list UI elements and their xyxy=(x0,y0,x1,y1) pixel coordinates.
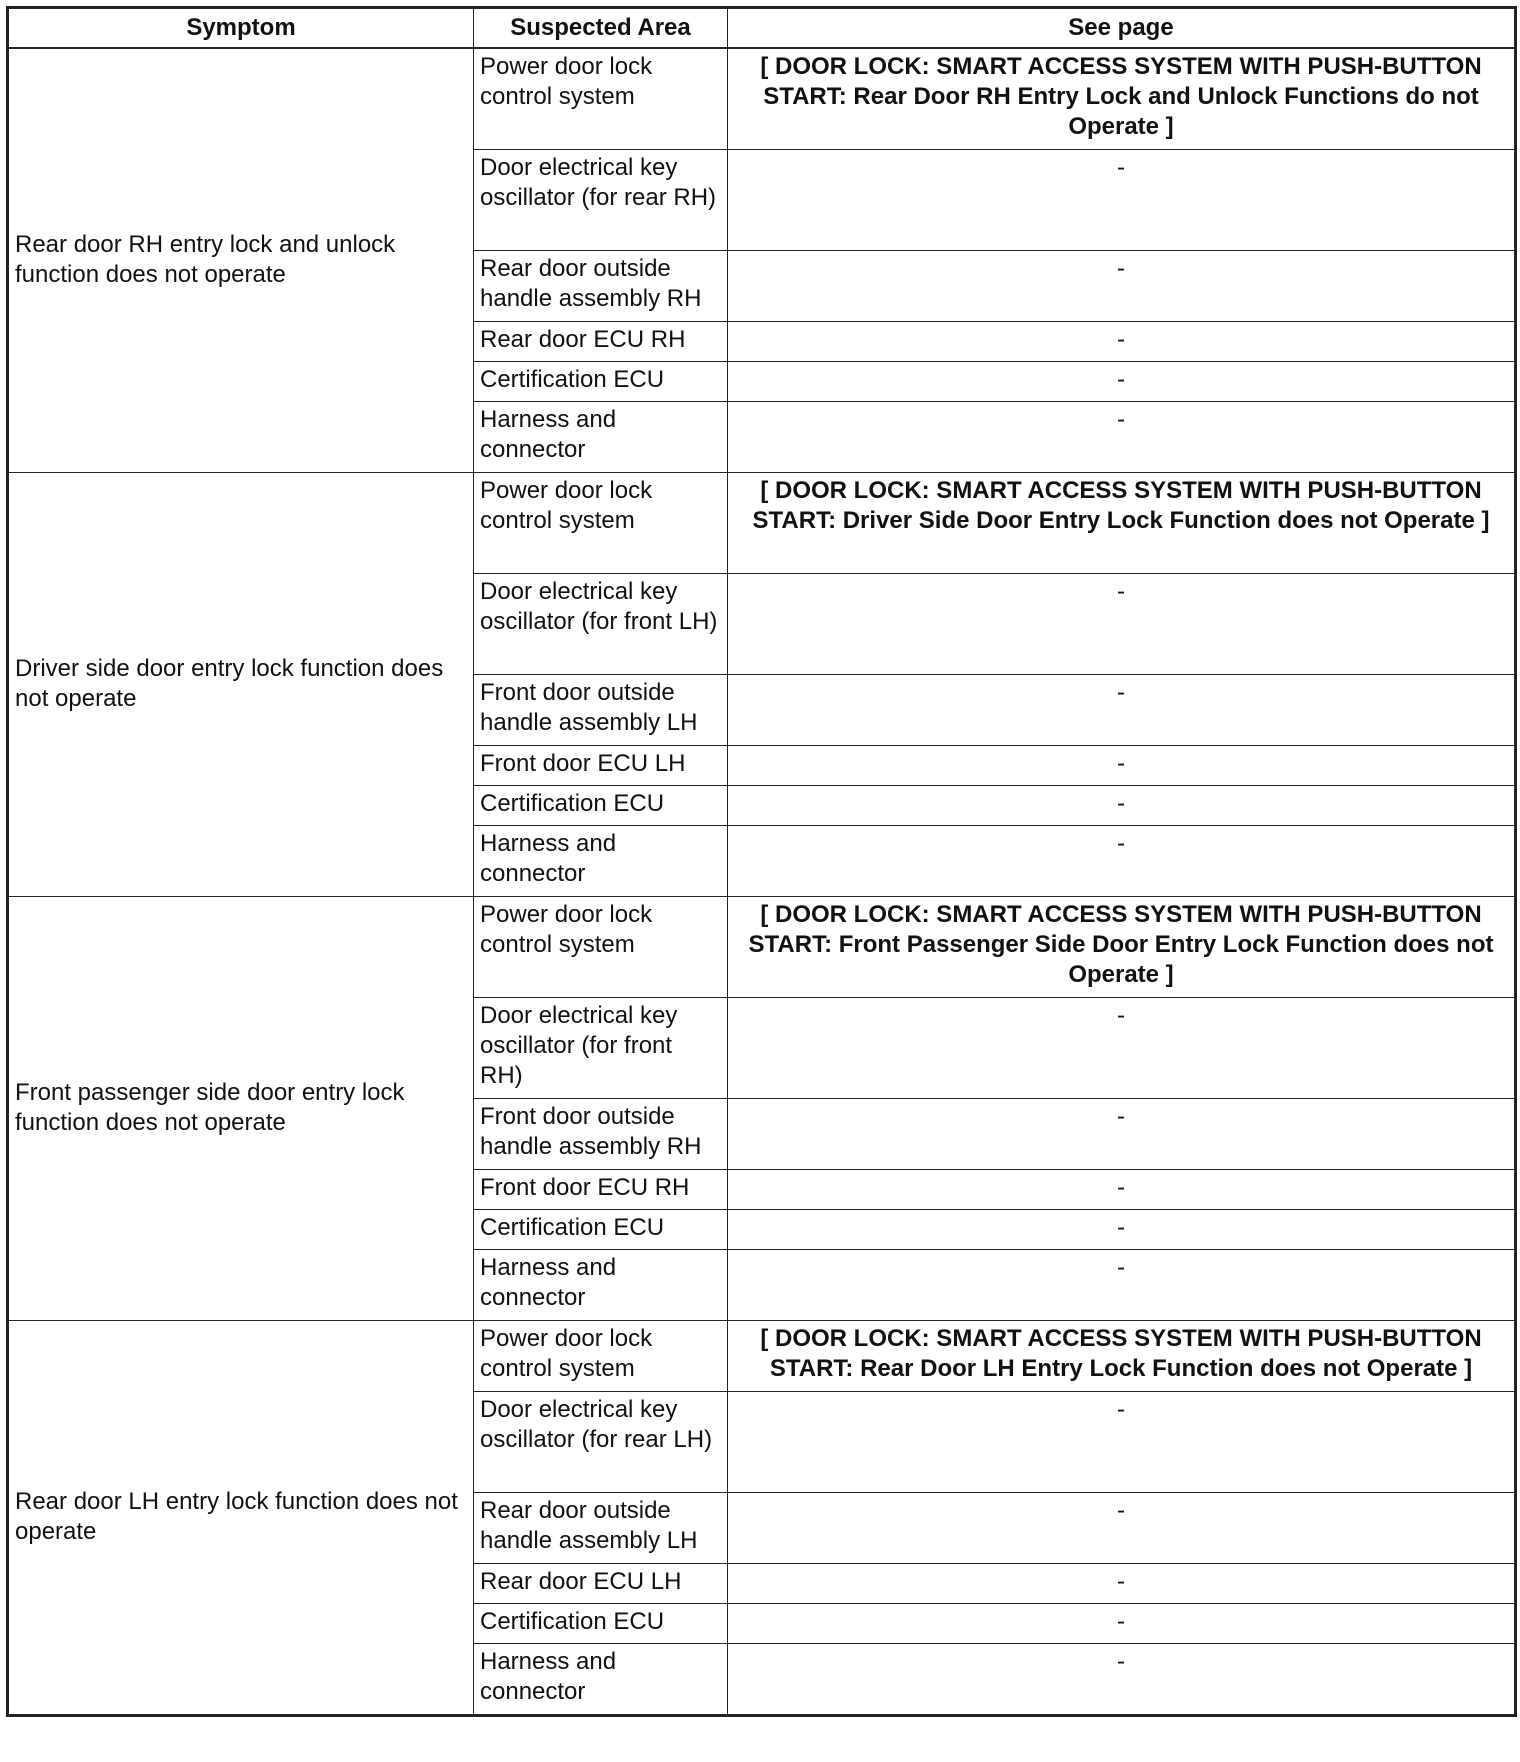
suspected-area-column-header: Suspected Area xyxy=(474,8,728,49)
symptom-cell: Driver side door entry lock function does not operate xyxy=(8,473,474,897)
symptom-cell: Rear door LH entry lock function does not operate xyxy=(8,1321,474,1716)
see-page-cell: - xyxy=(728,998,1516,1099)
suspected-area-cell: Rear door ECU RH xyxy=(474,322,728,362)
suspected-area-cell: Certification ECU xyxy=(474,786,728,826)
suspected-area-cell: Front door outside handle assembly LH xyxy=(474,675,728,746)
suspected-area-cell: Certification ECU xyxy=(474,1604,728,1644)
suspected-area-cell: Front door ECU LH xyxy=(474,746,728,786)
see-page-cell: - xyxy=(728,1099,1516,1170)
troubleshooting-table-container xyxy=(6,6,1514,1717)
table-header-row xyxy=(8,8,1516,49)
suspected-area-cell: Door electrical key oscillator (for rear RH) xyxy=(474,150,728,251)
see-page-cell: - xyxy=(728,402,1516,473)
see-page-link[interactable]: [ DOOR LOCK: SMART ACCESS SYSTEM WITH PUSH-BUTTON START: Front Passenger Side Door Entry Lock Function does not Operate ] xyxy=(728,897,1516,998)
see-page-cell: - xyxy=(728,1170,1516,1210)
table-row xyxy=(8,897,1516,998)
suspected-area-cell: Power door lock control system xyxy=(474,1321,728,1392)
table-row xyxy=(8,473,1516,574)
table-row xyxy=(8,1321,1516,1392)
see-page-cell: - xyxy=(728,251,1516,322)
symptom-cell: Rear door RH entry lock and unlock function does not operate xyxy=(8,48,474,473)
suspected-area-cell: Harness and connector xyxy=(474,402,728,473)
see-page-link[interactable]: [ DOOR LOCK: SMART ACCESS SYSTEM WITH PUSH-BUTTON START: Rear Door RH Entry Lock and Unlock Functions do not Operate ] xyxy=(728,48,1516,150)
suspected-area-cell: Certification ECU xyxy=(474,1210,728,1250)
see-page-cell: - xyxy=(728,1210,1516,1250)
see-page-cell: - xyxy=(728,1564,1516,1604)
see-page-cell: - xyxy=(728,150,1516,251)
suspected-area-cell: Harness and connector xyxy=(474,1250,728,1321)
suspected-area-cell: Front door ECU RH xyxy=(474,1170,728,1210)
see-page-cell: - xyxy=(728,574,1516,675)
problem-symptoms-table xyxy=(6,6,1517,1717)
see-page-cell: - xyxy=(728,786,1516,826)
suspected-area-cell: Power door lock control system xyxy=(474,897,728,998)
suspected-area-cell: Front door outside handle assembly RH xyxy=(474,1099,728,1170)
see-page-cell: - xyxy=(728,362,1516,402)
see-page-cell: - xyxy=(728,322,1516,362)
see-page-cell: - xyxy=(728,1250,1516,1321)
suspected-area-cell: Door electrical key oscillator (for front RH) xyxy=(474,998,728,1099)
see-page-cell: - xyxy=(728,1392,1516,1493)
see-page-cell: - xyxy=(728,675,1516,746)
see-page-cell: - xyxy=(728,1604,1516,1644)
see-page-link[interactable]: [ DOOR LOCK: SMART ACCESS SYSTEM WITH PUSH-BUTTON START: Driver Side Door Entry Lock Function does not Operate ] xyxy=(728,473,1516,574)
suspected-area-cell: Rear door ECU LH xyxy=(474,1564,728,1604)
see-page-cell: - xyxy=(728,1493,1516,1564)
suspected-area-cell: Door electrical key oscillator (for rear LH) xyxy=(474,1392,728,1493)
see-page-cell: - xyxy=(728,746,1516,786)
see-page-link[interactable]: [ DOOR LOCK: SMART ACCESS SYSTEM WITH PUSH-BUTTON START: Rear Door LH Entry Lock Function does not Operate ] xyxy=(728,1321,1516,1392)
suspected-area-cell: Harness and connector xyxy=(474,1644,728,1716)
suspected-area-cell: Power door lock control system xyxy=(474,473,728,574)
suspected-area-cell: Door electrical key oscillator (for front LH) xyxy=(474,574,728,675)
see-page-column-header: See page xyxy=(728,8,1516,49)
table-row xyxy=(8,48,1516,150)
suspected-area-cell: Rear door outside handle assembly RH xyxy=(474,251,728,322)
suspected-area-cell: Rear door outside handle assembly LH xyxy=(474,1493,728,1564)
symptom-column-header: Symptom xyxy=(8,8,474,49)
see-page-cell: - xyxy=(728,826,1516,897)
suspected-area-cell: Certification ECU xyxy=(474,362,728,402)
symptom-cell: Front passenger side door entry lock function does not operate xyxy=(8,897,474,1321)
suspected-area-cell: Power door lock control system xyxy=(474,48,728,150)
suspected-area-cell: Harness and connector xyxy=(474,826,728,897)
see-page-cell: - xyxy=(728,1644,1516,1716)
